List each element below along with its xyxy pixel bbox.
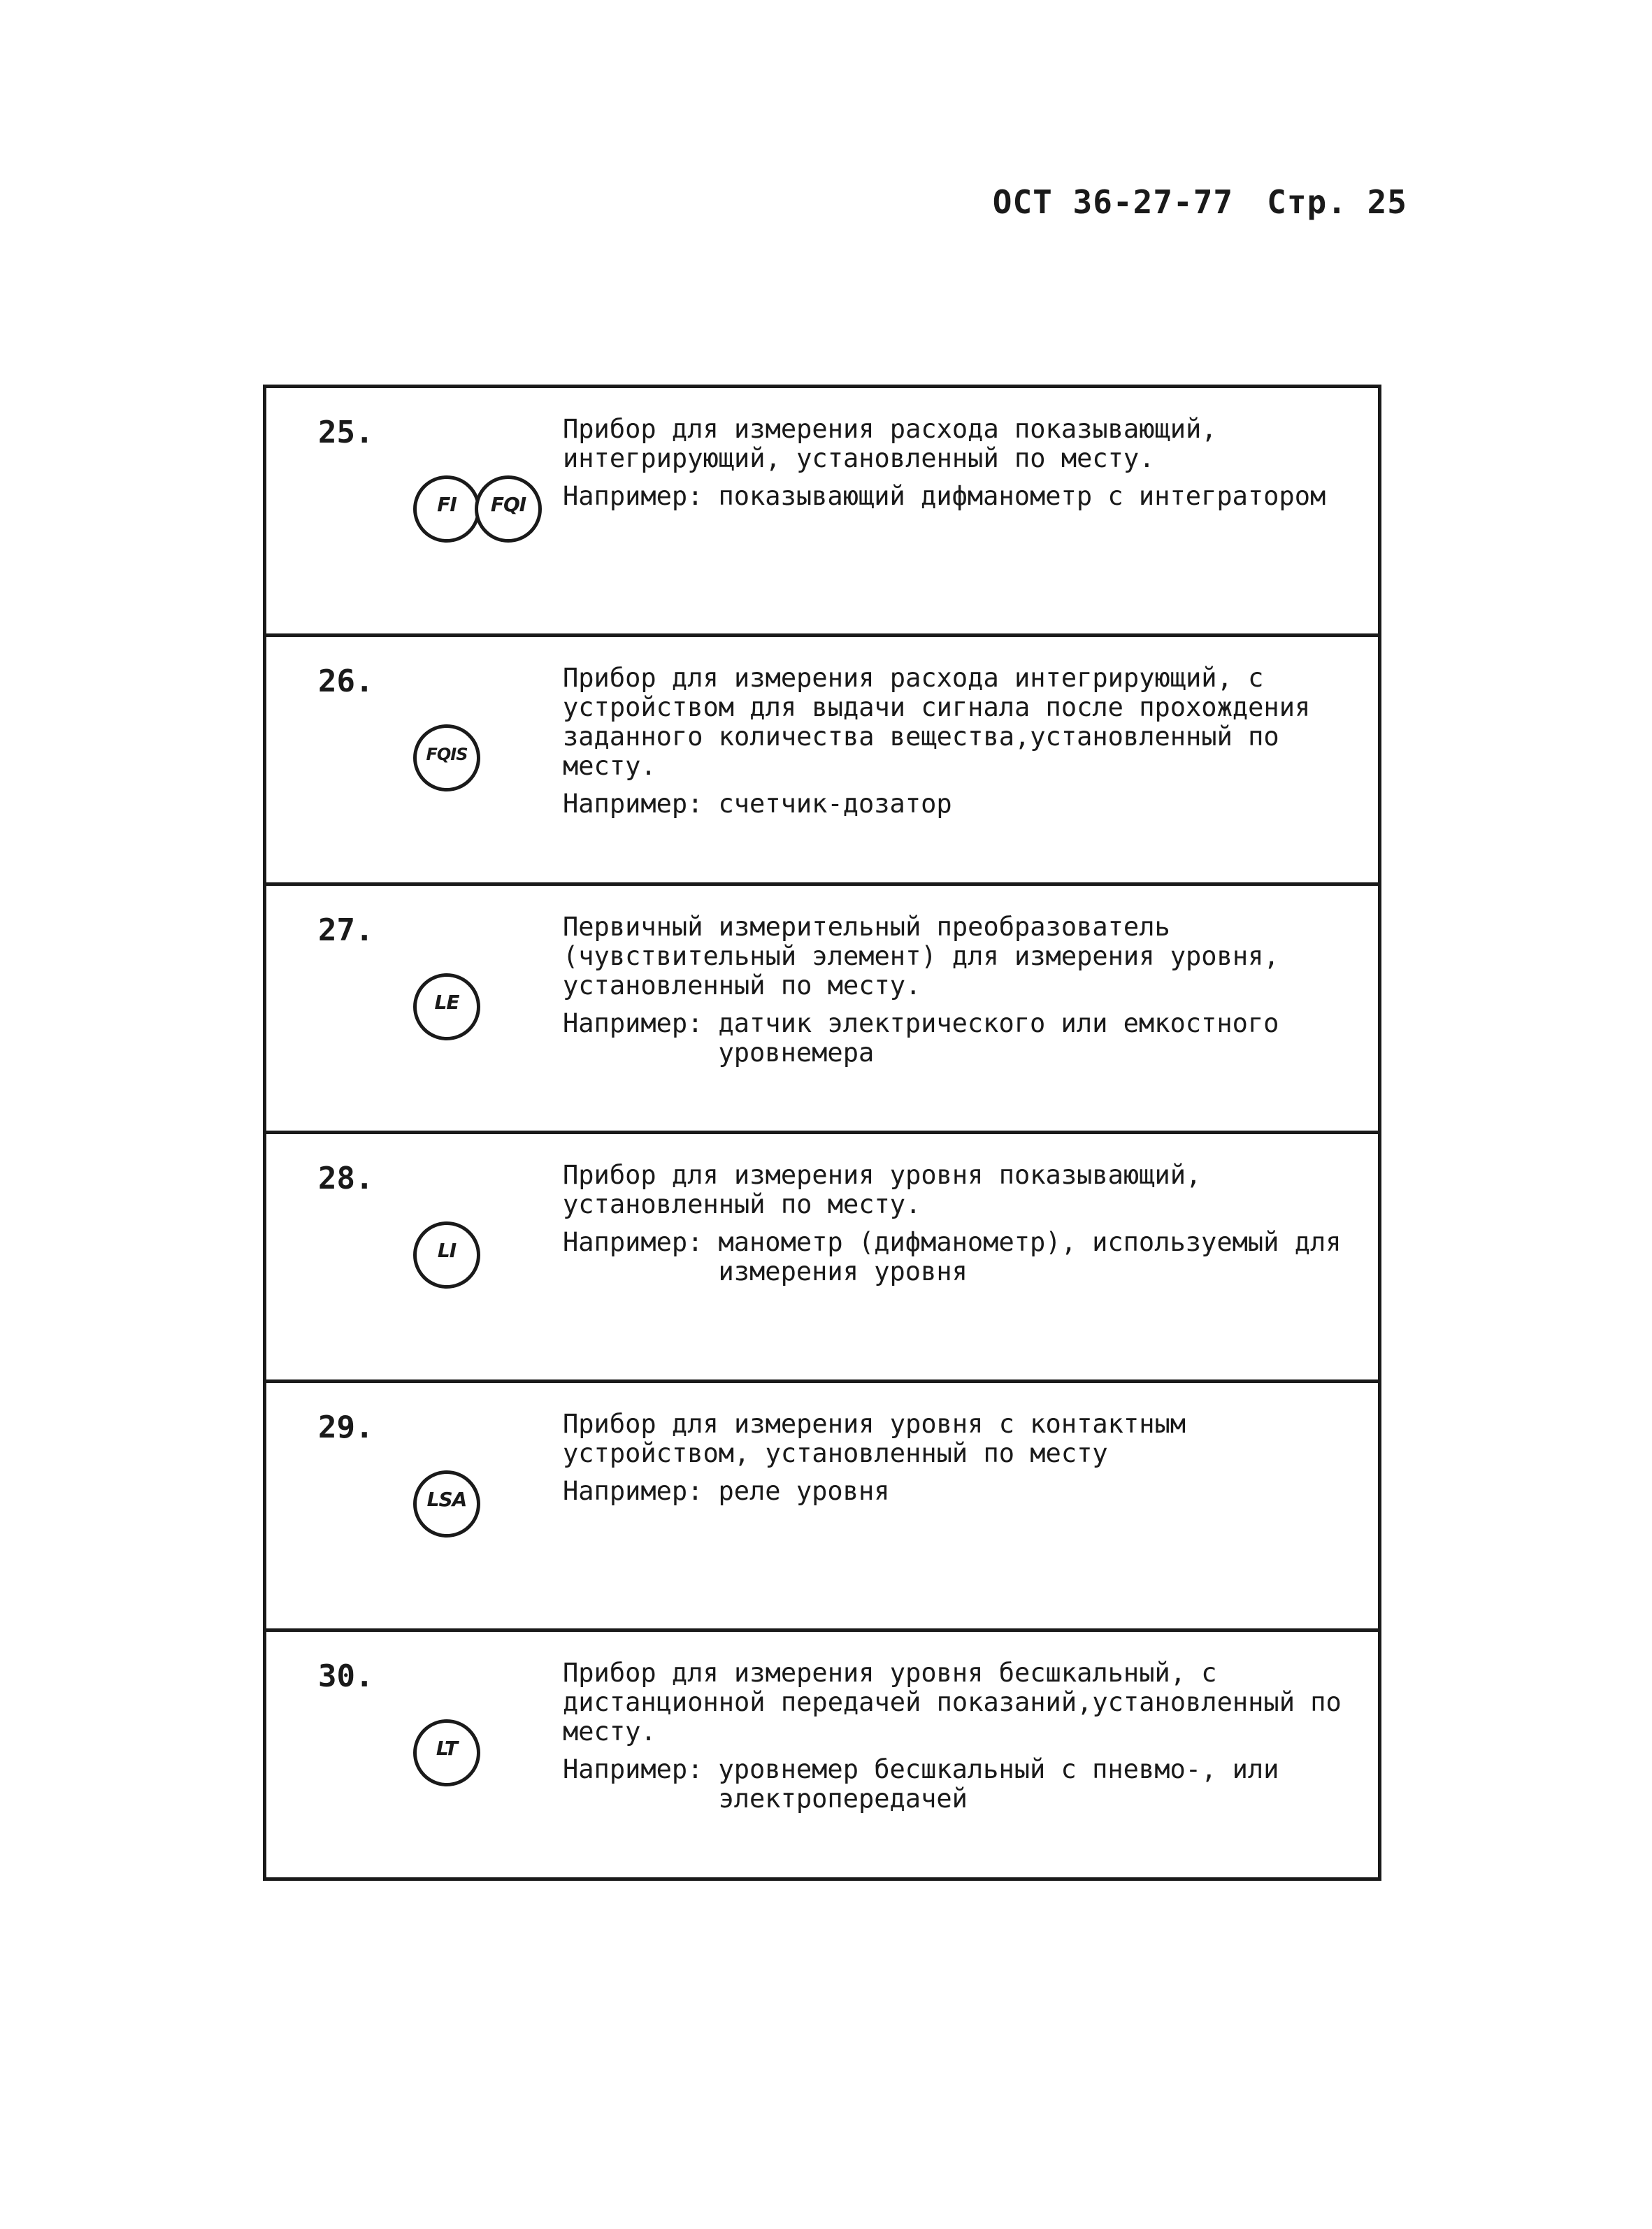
instrument-symbol [413, 973, 480, 1046]
instrument-circle-icon: LE [413, 973, 480, 1040]
row-description [563, 664, 1353, 819]
description-text: Прибор для измерения уровня бесшкальный, с дистанционной передачей показаний,установленный по месту. [563, 1658, 1342, 1747]
page-header [993, 183, 1407, 221]
table-row [266, 886, 1378, 1135]
instrument-symbol [413, 475, 542, 548]
row-description [563, 415, 1353, 511]
row-description [563, 1410, 1353, 1506]
row-number: 25. [318, 415, 374, 450]
row-description [563, 1658, 1353, 1814]
example [563, 789, 1353, 819]
example-text: показывающий дифманометр с интегратором [718, 481, 1326, 511]
instrument-circle-icon: FQIS [413, 724, 480, 791]
table-row [266, 388, 1378, 637]
example-text: реле уровня [718, 1476, 890, 1507]
example-label: Например: [563, 1227, 703, 1258]
row-number: 28. [318, 1161, 374, 1197]
row-number: 30. [318, 1658, 374, 1695]
instrument-symbol [413, 724, 480, 797]
description-text: Прибор для измерения расхода показывающий, интегрирующий, установленный по месту. [563, 414, 1217, 473]
example [563, 482, 1353, 511]
description-text: Прибор для измерения уровня показывающий, установленный по месту. [563, 1160, 1202, 1220]
example [563, 1009, 1353, 1068]
example [563, 1228, 1353, 1286]
row-number: 27. [318, 912, 374, 948]
example [563, 1755, 1353, 1814]
example [563, 1477, 1353, 1506]
table-row [266, 1383, 1378, 1632]
instrument-symbol [413, 1719, 480, 1792]
symbols-table [263, 385, 1381, 1881]
description-text: Первичный измерительный преобразователь (чувствительный элемент) для измерения уровня, установленный по месту. [563, 911, 1279, 1001]
description-text: Прибор для измерения уровня с контактным устройством, установленный по месту [563, 1409, 1186, 1469]
table-row [266, 637, 1378, 886]
example-label: Например: [563, 788, 703, 819]
page-number: Стр. 25 [1267, 183, 1407, 221]
example-text: манометр (дифманометр), используемый для измерения уровня [718, 1227, 1342, 1287]
table-row [266, 1134, 1378, 1383]
row-description [563, 912, 1353, 1068]
table-row [266, 1632, 1378, 1877]
example-label: Например: [563, 1476, 703, 1507]
row-number: 29. [318, 1410, 374, 1446]
example-text: уровнемер бесшкальный с пневмо-, или электропередачей [718, 1754, 1279, 1814]
row-number: 26. [318, 663, 374, 699]
instrument-circle-icon: FQI [475, 475, 542, 543]
instrument-symbol [413, 1221, 480, 1294]
example-text: датчик электрического или емкостного уровнемера [718, 1008, 1279, 1068]
instrument-circle-icon: LT [413, 1719, 480, 1786]
example-label: Например: [563, 1008, 703, 1038]
instrument-circle-icon: LSA [413, 1470, 480, 1538]
example-label: Например: [563, 481, 703, 511]
example-label: Например: [563, 1754, 703, 1785]
description-text: Прибор для измерения расхода интегрирующий, с устройством для выдачи сигнала после прохождения заданного количества вещества,установленный по месту. [563, 662, 1311, 781]
instrument-circle-icon: LI [413, 1221, 480, 1289]
instrument-circle-icon: FI [413, 475, 480, 543]
instrument-symbol [413, 1470, 480, 1543]
row-description [563, 1161, 1353, 1286]
example-text: счетчик-дозатор [718, 788, 952, 819]
standard-number: ОСТ 36-27-77 [992, 183, 1234, 221]
